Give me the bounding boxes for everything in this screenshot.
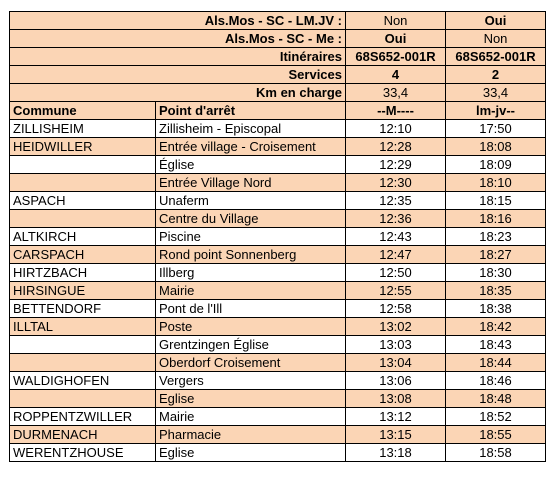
stop-name-cell: Mairie: [156, 408, 346, 426]
commune-cell: HEIDWILLER: [10, 138, 156, 156]
header-label: Services: [10, 66, 346, 84]
time-cell-service-1: 13:18: [346, 444, 446, 462]
table-row: [10, 228, 546, 246]
commune-cell: DURMENACH: [10, 426, 156, 444]
table-row: [10, 336, 546, 354]
commune-cell: [10, 390, 156, 408]
time-cell-service-1: 13:04: [346, 354, 446, 372]
time-cell-service-1: 12:28: [346, 138, 446, 156]
time-cell-service-1: 13:15: [346, 426, 446, 444]
column-header-row: [10, 102, 546, 120]
timetable-header-block: [10, 12, 546, 102]
header-value-service-1: 68S652-001R: [346, 48, 446, 66]
time-cell-service-2: 18:38: [446, 300, 546, 318]
header-row: [10, 48, 546, 66]
stop-name-cell: Pont de l'Ill: [156, 300, 346, 318]
commune-cell: CARSPACH: [10, 246, 156, 264]
time-cell-service-1: 12:43: [346, 228, 446, 246]
table-row: [10, 192, 546, 210]
stop-name-cell: Eglise: [156, 444, 346, 462]
table-row: [10, 120, 546, 138]
column-header-service-1: --M----: [346, 102, 446, 120]
stop-name-cell: Entrée village - Croisement: [156, 138, 346, 156]
column-header-service-2: lm-jv--: [446, 102, 546, 120]
column-header-commune: Commune: [10, 102, 156, 120]
commune-cell: ALTKIRCH: [10, 228, 156, 246]
time-cell-service-2: 18:30: [446, 264, 546, 282]
header-value-service-1: 4: [346, 66, 446, 84]
header-label: Km en charge: [10, 84, 346, 102]
time-cell-service-2: 18:09: [446, 156, 546, 174]
commune-cell: [10, 210, 156, 228]
time-cell-service-2: 18:16: [446, 210, 546, 228]
timetable-container: [9, 11, 546, 462]
time-cell-service-1: 12:29: [346, 156, 446, 174]
header-value-service-2: 2: [446, 66, 546, 84]
header-value-service-2: 33,4: [446, 84, 546, 102]
stop-name-cell: Piscine: [156, 228, 346, 246]
commune-cell: ROPPENTZWILLER: [10, 408, 156, 426]
table-row: [10, 264, 546, 282]
time-cell-service-2: 18:55: [446, 426, 546, 444]
header-value-service-2: Oui: [446, 12, 546, 30]
stop-name-cell: Mairie: [156, 282, 346, 300]
header-row: [10, 12, 546, 30]
stop-name-cell: Grentzingen Église: [156, 336, 346, 354]
table-row: [10, 174, 546, 192]
time-cell-service-2: 18:35: [446, 282, 546, 300]
time-cell-service-1: 12:35: [346, 192, 446, 210]
table-row: [10, 138, 546, 156]
header-value-service-1: Oui: [346, 30, 446, 48]
commune-cell: BETTENDORF: [10, 300, 156, 318]
table-row: [10, 318, 546, 336]
header-row: [10, 84, 546, 102]
time-cell-service-1: 12:47: [346, 246, 446, 264]
stop-name-cell: Pharmacie: [156, 426, 346, 444]
stop-name-cell: Illberg: [156, 264, 346, 282]
table-row: [10, 426, 546, 444]
time-cell-service-1: 12:10: [346, 120, 446, 138]
commune-cell: ASPACH: [10, 192, 156, 210]
commune-cell: ZILLISHEIM: [10, 120, 156, 138]
commune-cell: [10, 354, 156, 372]
header-row: [10, 30, 546, 48]
header-value-service-2: 68S652-001R: [446, 48, 546, 66]
commune-cell: ILLTAL: [10, 318, 156, 336]
time-cell-service-2: 18:52: [446, 408, 546, 426]
stop-name-cell: Eglise: [156, 390, 346, 408]
time-cell-service-2: 18:58: [446, 444, 546, 462]
time-cell-service-1: 13:02: [346, 318, 446, 336]
header-label: Als.Mos - SC - LM.JV :: [10, 12, 346, 30]
table-row: [10, 246, 546, 264]
stop-name-cell: Rond point Sonnenberg: [156, 246, 346, 264]
stop-name-cell: Centre du Village: [156, 210, 346, 228]
timetable-rows: [10, 120, 546, 462]
table-row: [10, 156, 546, 174]
header-value-service-1: Non: [346, 12, 446, 30]
header-value-service-1: 33,4: [346, 84, 446, 102]
table-row: [10, 444, 546, 462]
time-cell-service-2: 18:44: [446, 354, 546, 372]
time-cell-service-1: 12:58: [346, 300, 446, 318]
time-cell-service-2: 18:23: [446, 228, 546, 246]
time-cell-service-1: 13:08: [346, 390, 446, 408]
stop-name-cell: Poste: [156, 318, 346, 336]
time-cell-service-2: 18:48: [446, 390, 546, 408]
commune-cell: WALDIGHOFEN: [10, 372, 156, 390]
table-row: [10, 210, 546, 228]
column-header-point-arret: Point d'arrêt: [156, 102, 346, 120]
time-cell-service-2: 18:10: [446, 174, 546, 192]
stop-name-cell: Unaferm: [156, 192, 346, 210]
commune-cell: [10, 156, 156, 174]
table-row: [10, 372, 546, 390]
time-cell-service-2: 18:42: [446, 318, 546, 336]
table-row: [10, 354, 546, 372]
time-cell-service-2: 18:46: [446, 372, 546, 390]
header-value-service-2: Non: [446, 30, 546, 48]
time-cell-service-2: 18:08: [446, 138, 546, 156]
time-cell-service-2: 18:43: [446, 336, 546, 354]
timetable-column-header: [10, 102, 546, 120]
time-cell-service-2: 18:15: [446, 192, 546, 210]
table-row: [10, 300, 546, 318]
time-cell-service-1: 12:50: [346, 264, 446, 282]
time-cell-service-1: 12:55: [346, 282, 446, 300]
commune-cell: [10, 336, 156, 354]
header-label: Itinéraires: [10, 48, 346, 66]
commune-cell: HIRTZBACH: [10, 264, 156, 282]
header-label: Als.Mos - SC - Me :: [10, 30, 346, 48]
time-cell-service-1: 12:30: [346, 174, 446, 192]
table-row: [10, 282, 546, 300]
stop-name-cell: Vergers: [156, 372, 346, 390]
time-cell-service-1: 13:12: [346, 408, 446, 426]
time-cell-service-1: 13:06: [346, 372, 446, 390]
time-cell-service-1: 12:36: [346, 210, 446, 228]
time-cell-service-2: 18:27: [446, 246, 546, 264]
table-row: [10, 390, 546, 408]
stop-name-cell: Zillisheim - Episcopal: [156, 120, 346, 138]
stop-name-cell: Oberdorf Croisement: [156, 354, 346, 372]
stop-name-cell: Entrée Village Nord: [156, 174, 346, 192]
commune-cell: HIRSINGUE: [10, 282, 156, 300]
table-row: [10, 408, 546, 426]
time-cell-service-1: 13:03: [346, 336, 446, 354]
time-cell-service-2: 17:50: [446, 120, 546, 138]
commune-cell: [10, 174, 156, 192]
header-row: [10, 66, 546, 84]
stop-name-cell: Église: [156, 156, 346, 174]
commune-cell: WERENTZHOUSE: [10, 444, 156, 462]
timetable: [9, 11, 546, 462]
